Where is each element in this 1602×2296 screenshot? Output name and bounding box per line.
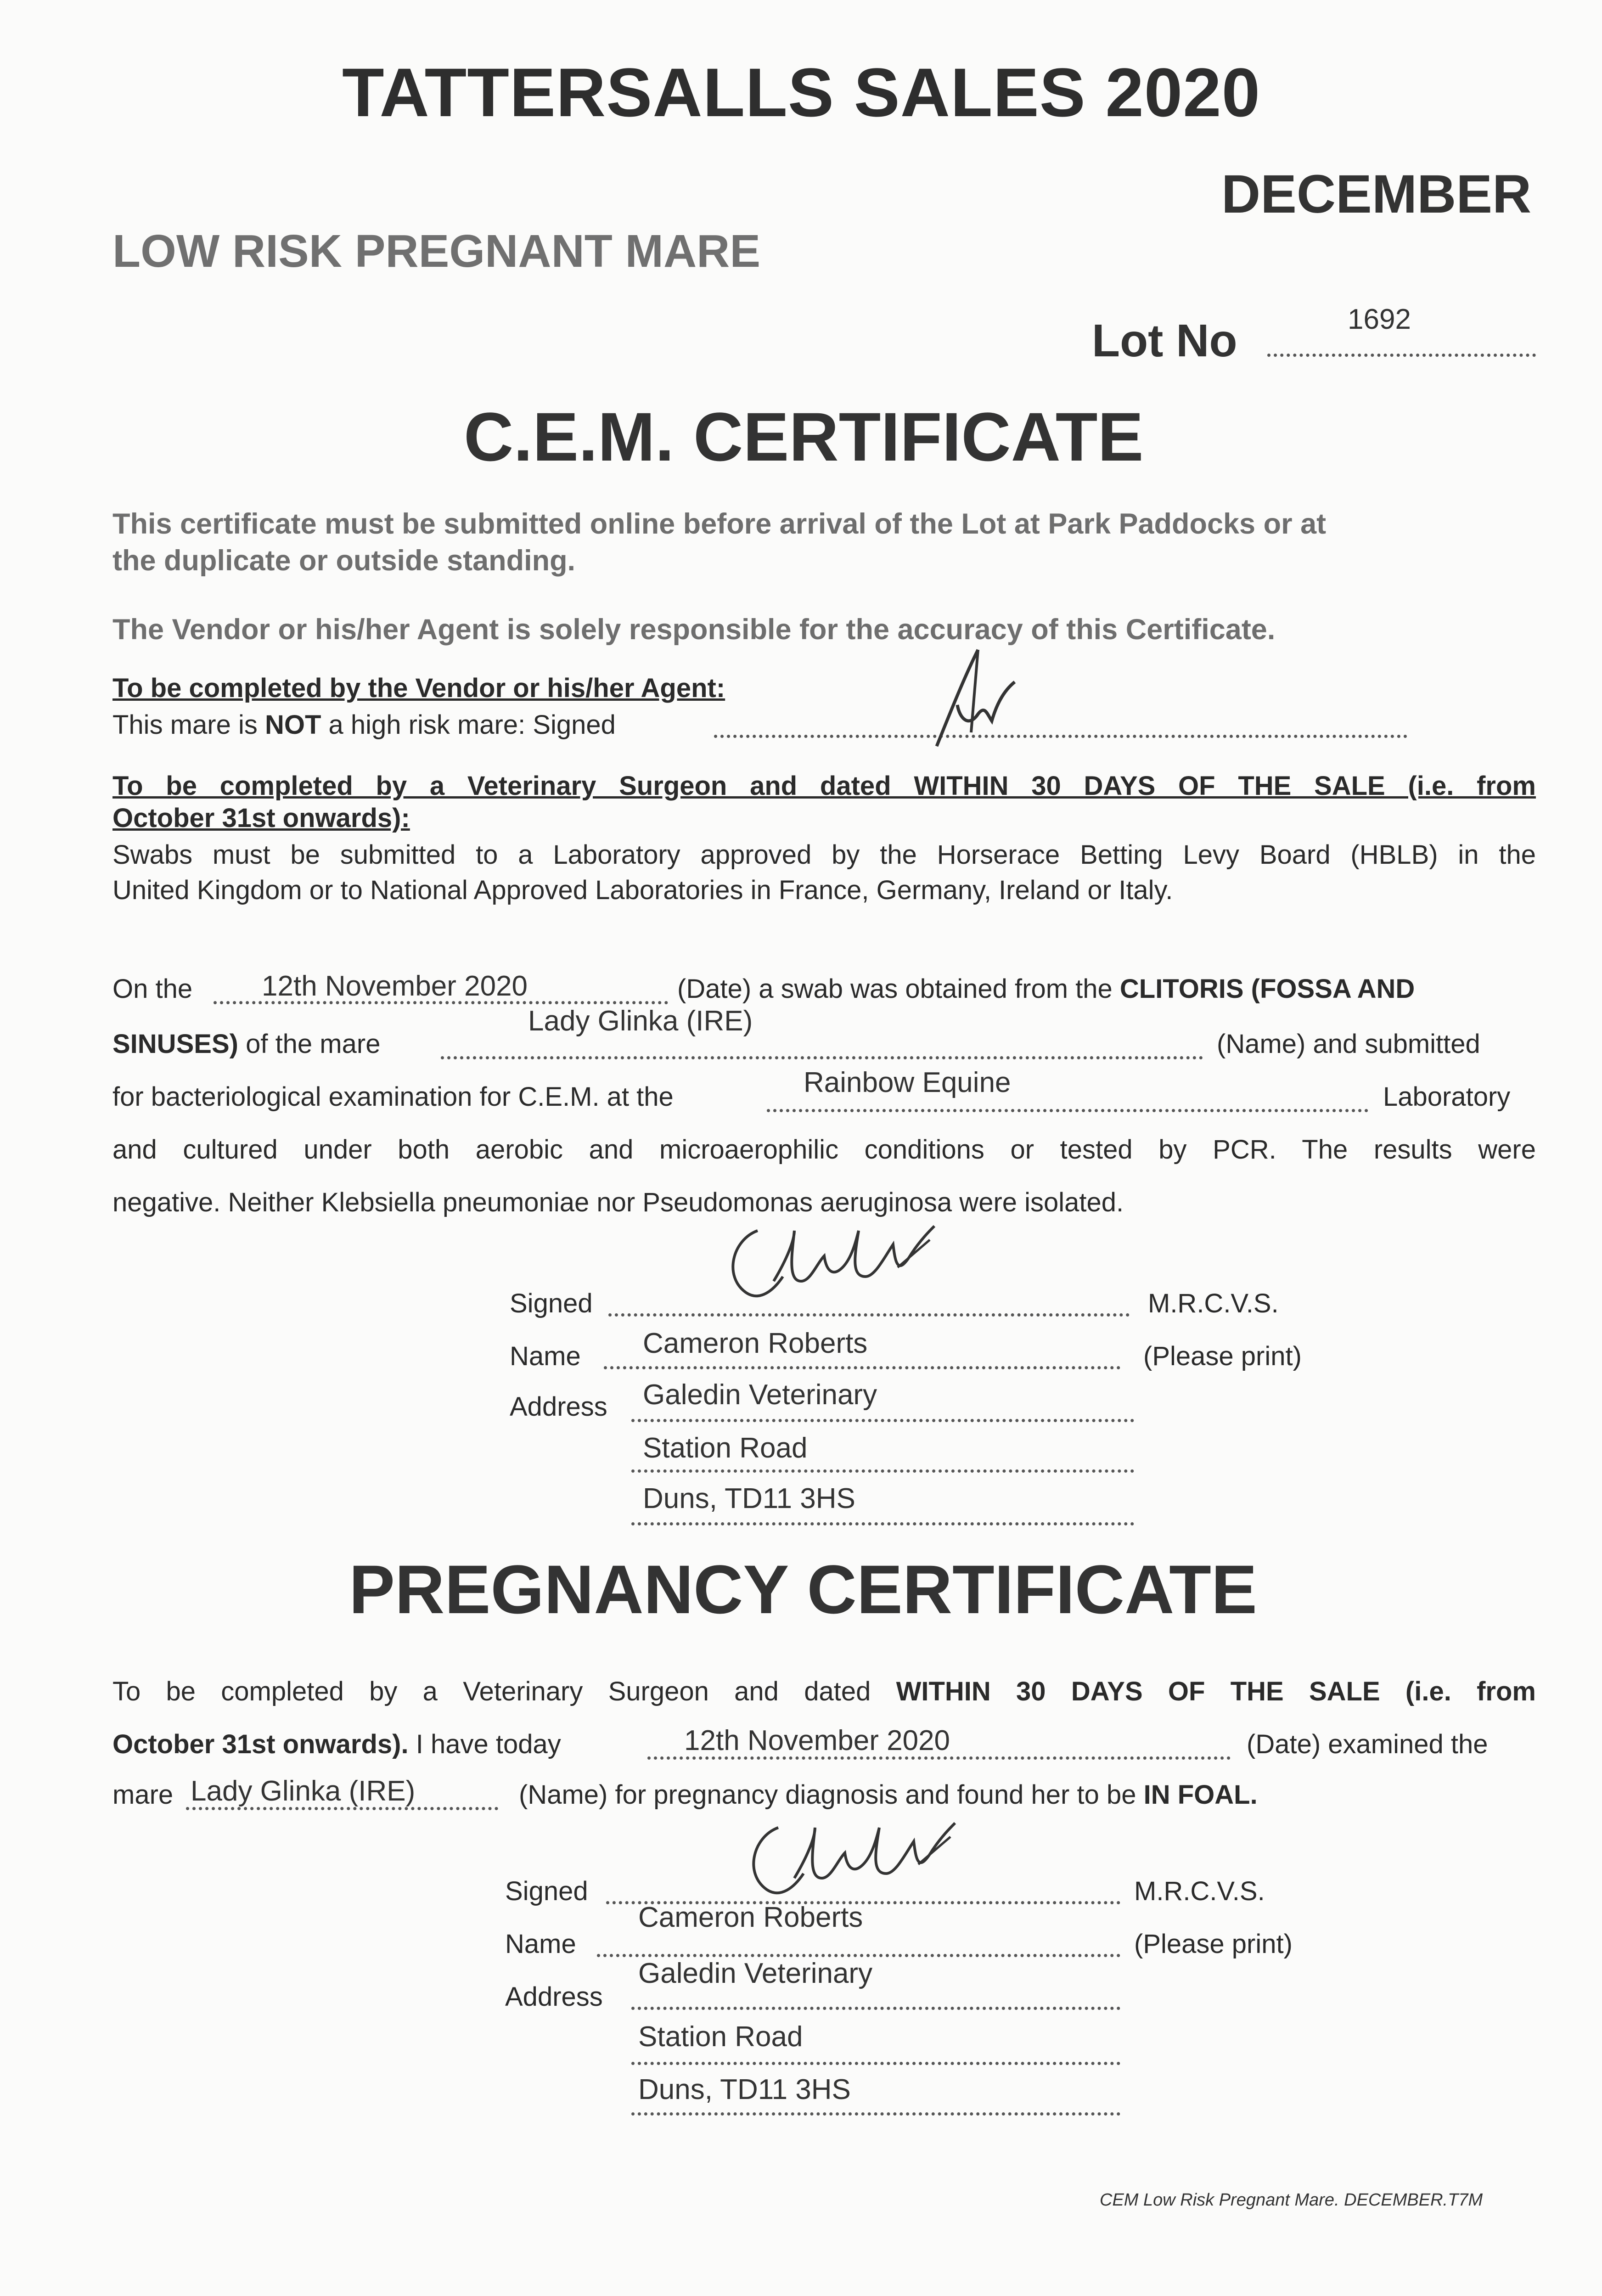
pregnancy-mare-label: mare — [112, 1780, 174, 1810]
pregnancy-mare-name: Lady Glinka (IRE) — [191, 1775, 416, 1807]
swab-of-mare: SINUSES) of the mare — [112, 1029, 381, 1059]
pregnancy-signed-label: Signed — [505, 1876, 588, 1906]
lot-label: Lot No — [1092, 315, 1237, 366]
pregnancy-address-3: Duns, TD11 3HS — [638, 2074, 851, 2105]
responsibility-notice: The Vendor or his/her Agent is solely responsible for the accuracy of this Certificate. — [112, 613, 1276, 646]
cem-vet-name: Cameron Roberts — [643, 1328, 868, 1359]
swab-lab-line — [767, 1109, 1368, 1112]
swab-date: 12th November 2020 — [262, 970, 528, 1002]
pregnancy-result: (Name) for pregnancy diagnosis and found her to be IN FOAL. — [519, 1780, 1258, 1810]
vendor-signature-line — [714, 735, 1407, 738]
cem-certificate-title: C.E.M. CERTIFICATE — [464, 398, 1144, 475]
swab-laboratory-label: Laboratory — [1383, 1082, 1511, 1112]
swab-date-label: (Date) a swab was obtained from the CLITORIS (FOSSA AND — [677, 974, 1415, 1004]
swab-mare-name: Lady Glinka (IRE) — [528, 1005, 753, 1037]
cem-name-line — [604, 1366, 1120, 1369]
swab-requirement-line2: United Kingdom or to National Approved Laboratories in France, Germany, Ireland or Italy. — [112, 875, 1173, 905]
cem-please-print: (Please print) — [1143, 1341, 1302, 1371]
submission-notice-line1: This certificate must be submitted online before arrival of the Lot at Park Paddocks or at — [112, 508, 1327, 540]
pregnancy-mrcvs: M.R.C.V.S. — [1134, 1876, 1265, 1906]
pregnancy-name-line — [597, 1954, 1120, 1957]
footer-reference: CEM Low Risk Pregnant Mare. DECEMBER.T7M — [1100, 2190, 1483, 2210]
cem-address-1: Galedin Veterinary — [643, 1379, 877, 1411]
pregnancy-certificate-title: PREGNANCY CERTIFICATE — [349, 1551, 1257, 1628]
cem-signed-label: Signed — [510, 1289, 593, 1318]
pregnancy-date-label: (Date) examined the — [1247, 1729, 1488, 1759]
pregnancy-address-label: Address — [505, 1982, 603, 2012]
pregnancy-address-line2 — [631, 2062, 1120, 2065]
vendor-signature — [923, 636, 1042, 755]
pregnancy-exam-date: 12th November 2020 — [684, 1725, 950, 1756]
pregnancy-vet-name: Cameron Roberts — [638, 1902, 863, 1933]
swab-negative-result: negative. Neither Klebsiella pneumoniae nor Pseudomonas aeruginosa were isolated. — [112, 1187, 1124, 1217]
cem-address-line1 — [631, 1419, 1134, 1422]
vendor-section-heading: To be completed by the Vendor or his/her Agent: — [112, 673, 725, 703]
lot-number-line — [1267, 354, 1536, 357]
pregnancy-address-1: Galedin Veterinary — [638, 1958, 873, 1989]
cem-address-2: Station Road — [643, 1432, 808, 1464]
cem-address-label: Address — [510, 1392, 607, 1422]
mare-category: LOW RISK PREGNANT MARE — [112, 225, 761, 277]
swab-culture-text: and cultured under both aerobic and microaerophilic conditions or tested by PCR. The results were — [112, 1135, 1536, 1165]
sale-title: TATTERSALLS SALES 2020 — [342, 54, 1261, 131]
pregnancy-please-print: (Please print) — [1134, 1929, 1293, 1959]
pregnancy-name-label: Name — [505, 1929, 576, 1959]
cem-mrcvs: M.R.C.V.S. — [1148, 1289, 1279, 1318]
swab-on-the: On the — [112, 974, 193, 1004]
cem-signed-line — [608, 1313, 1130, 1317]
pregnancy-instruction-line1: To be completed by a Veterinary Surgeon and dated WITHIN 30 DAYS OF THE SALE (i.e. from — [112, 1677, 1536, 1706]
pregnancy-instruction-line2: October 31st onwards). I have today — [112, 1729, 561, 1759]
submission-notice-line2: the duplicate or outside standing. — [112, 545, 576, 577]
vet-section-heading-line2: October 31st onwards): — [112, 803, 410, 833]
swab-mare-line — [441, 1056, 1203, 1059]
cem-vet-signature — [714, 1212, 953, 1309]
swab-examination: for bacteriological examination for C.E.M. at the — [112, 1082, 674, 1112]
cem-address-line3 — [631, 1522, 1134, 1525]
pregnancy-vet-signature — [735, 1809, 973, 1901]
cem-address-3: Duns, TD11 3HS — [643, 1483, 855, 1514]
pregnancy-date-line — [647, 1756, 1231, 1760]
swab-requirement-line1: Swabs must be submitted to a Laboratory approved by the Horserace Betting Levy Board (HBLB) in the — [112, 840, 1536, 870]
vendor-declaration: This mare is NOT a high risk mare: Signed — [112, 710, 616, 740]
swab-laboratory-name: Rainbow Equine — [804, 1067, 1011, 1098]
swab-name-label: (Name) and submitted — [1217, 1029, 1480, 1059]
pregnancy-address-line1 — [631, 2007, 1120, 2010]
cem-name-label: Name — [510, 1341, 581, 1371]
pregnancy-address-2: Station Road — [638, 2021, 803, 2053]
cem-address-line2 — [631, 1469, 1134, 1473]
vet-section-heading-line1: To be completed by a Veterinary Surgeon and dated WITHIN 30 DAYS OF THE SALE (i.e. from — [112, 771, 1536, 801]
sale-month: DECEMBER — [1221, 164, 1532, 225]
pregnancy-address-line3 — [631, 2112, 1120, 2116]
pregnancy-mare-line — [186, 1807, 498, 1810]
lot-number: 1692 — [1348, 304, 1411, 335]
